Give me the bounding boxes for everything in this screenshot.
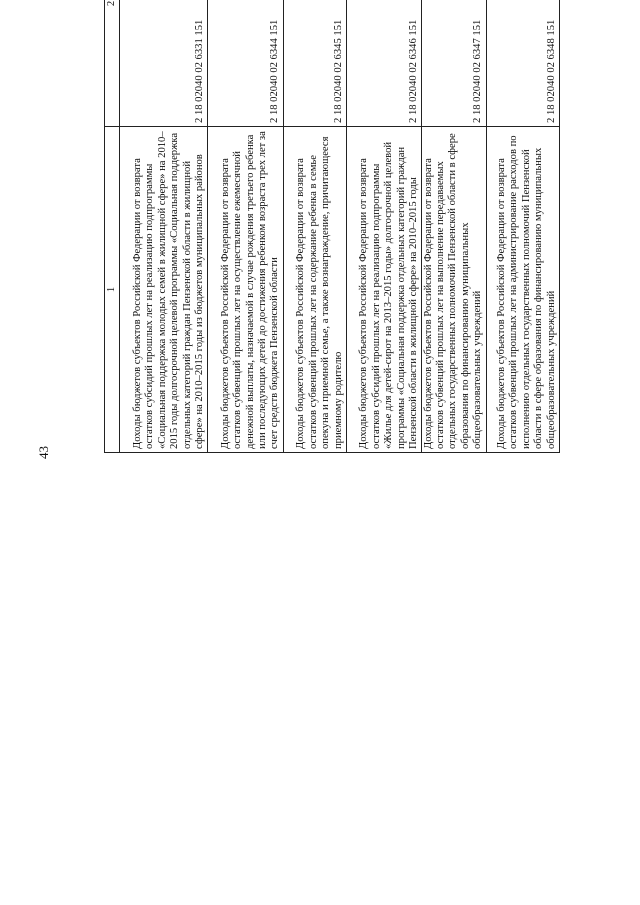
budget-classification-code: 2 18 02040 02 6345 151 xyxy=(283,0,346,127)
table-row xyxy=(120,0,208,453)
revenue-description: Доходы бюджетов субъектов Российской Федерации от возврата остатков субвенций прошлых лет на выполнение передаваемых отдельных государственных полномочий Пензенской области в сфере образования по финансированию муниципальных общеобразовательных учреждений xyxy=(422,127,486,453)
table-row xyxy=(422,0,486,453)
budget-classification-code: 2 18 02040 02 6346 151 xyxy=(347,0,422,127)
budget-table-wrapper xyxy=(104,0,560,453)
revenue-description: Доходы бюджетов субъектов Российской Федерации от возврата остатков субсидий прошлых лет на реализацию подпрограммы «Социальная поддержка молодых семей в жилищной сфере» на 2010–2015 годы долгосрочной целевой программы «Социальная поддержка отдельных категорий граждан Пензенской области в жилищной сфере» на 2010–2015 годы из бюджетов муниципальных районов xyxy=(120,127,208,453)
table-row xyxy=(208,0,283,453)
revenue-description: Доходы бюджетов субъектов Российской Федерации от возврата остатков субсидий прошлых лет на реализацию подпрограммы «Жилье для детей-сирот на 2013–2015 годы» долгосрочной целевой программы «Социальная поддержка отдельных категорий граждан Пензенской области в жилищной сфере» на 2010–2015 годы xyxy=(347,127,422,453)
column-header: 1 xyxy=(105,127,120,453)
table-row xyxy=(486,0,559,453)
budget-classification-code: 2 18 02040 02 6347 151 xyxy=(422,0,486,127)
budget-classification-code: 2 18 02040 02 6344 151 xyxy=(208,0,283,127)
column-header: 2 xyxy=(105,0,120,127)
budget-classification-code: 2 18 02040 02 6348 151 xyxy=(486,0,559,127)
page-number: 43 xyxy=(36,446,51,459)
budget-revenue-table xyxy=(104,0,560,453)
revenue-description: Доходы бюджетов субъектов Российской Федерации от возврата остатков субвенций прошлых лет на осуществление ежемесячной денежной выплаты, назначаемой в случае рождения третьего ребенка или последующих детей до достижения ребенком возраста трех лет за счет средств бюджета Пензенской области xyxy=(208,127,283,453)
table-row xyxy=(283,0,346,453)
budget-classification-code: 2 18 02040 02 6331 151 xyxy=(120,0,208,127)
table-row xyxy=(347,0,422,453)
revenue-description: Доходы бюджетов субъектов Российской Федерации от возврата остатков субвенций прошлых лет на администрирование расходов по исполнению отдельных государственных полномочий Пензенской области в сфере образования по финансированию муниципальных общеобразовательных учреждений xyxy=(486,127,559,453)
table-header-row xyxy=(105,0,120,453)
revenue-description: Доходы бюджетов субъектов Российской Федерации от возврата остатков субвенций прошлых лет на содержание ребенка в семье опекуна и приемной семье, а также вознаграждение, причитающееся приемному родителю xyxy=(283,127,346,453)
